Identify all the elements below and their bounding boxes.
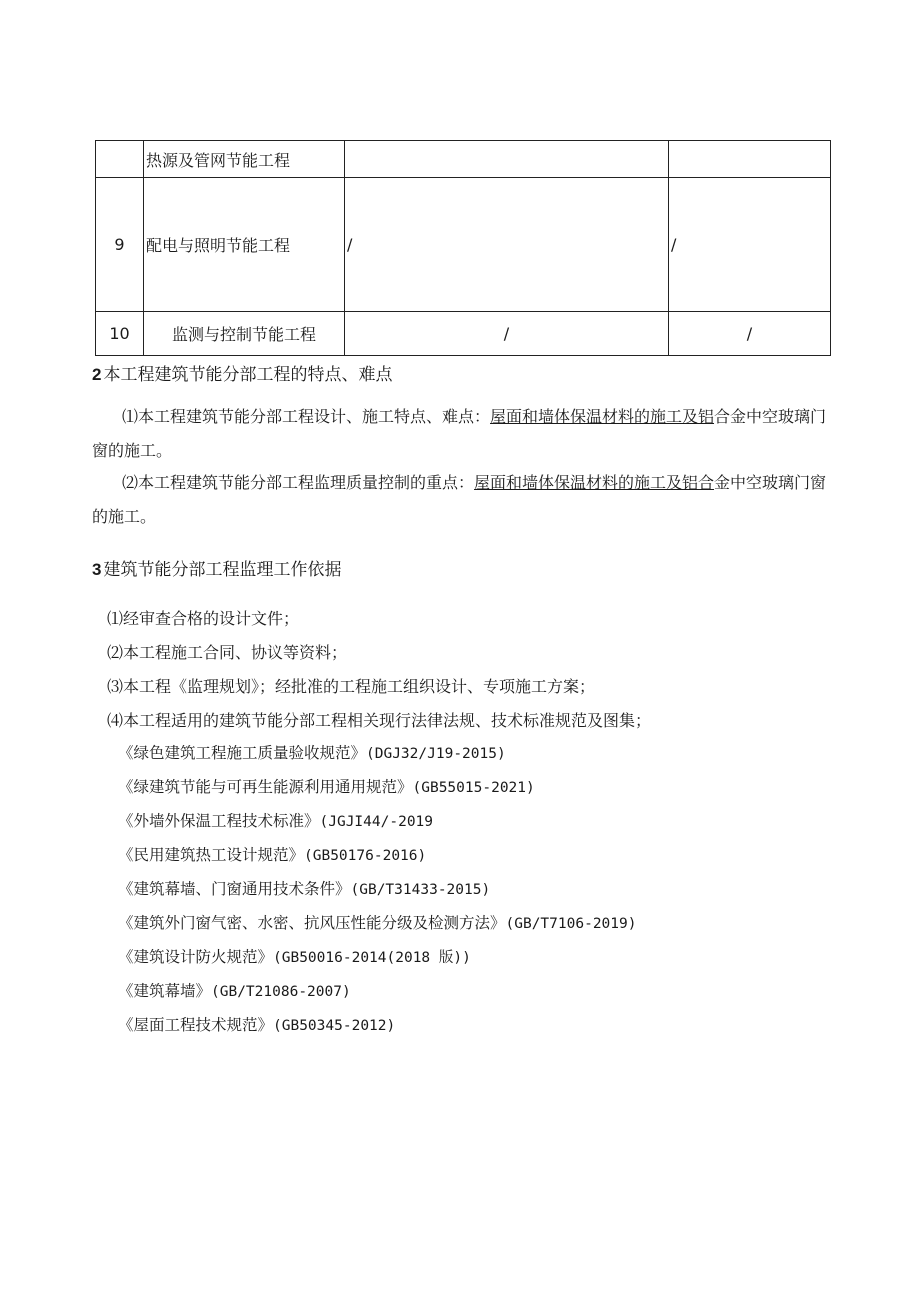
reference-item bbox=[118, 741, 506, 763]
row-col4: / bbox=[669, 312, 831, 356]
reference-title: 《建筑外门窗气密、水密、抗风压性能分级及检测方法》 bbox=[118, 914, 506, 932]
reference-code: (GB50016-2014(2018 版)) bbox=[273, 950, 471, 966]
reference-item bbox=[118, 775, 535, 797]
reference-title: 《屋面工程技术规范》 bbox=[118, 1016, 274, 1034]
section2-number: 2 bbox=[92, 365, 102, 384]
reference-code: (JGJI44/-2019 bbox=[319, 814, 434, 830]
section3-number: 3 bbox=[92, 560, 102, 579]
row-name: 配电与照明节能工程 bbox=[144, 178, 345, 312]
reference-title: 《绿色建筑工程施工质量验收规范》 bbox=[118, 744, 367, 762]
table-row bbox=[96, 178, 831, 312]
reference-title: 《民用建筑热工设计规范》 bbox=[118, 846, 305, 864]
row-col4: / bbox=[669, 178, 831, 312]
section3-title: 建筑节能分部工程监理工作依据 bbox=[103, 560, 342, 580]
reference-item bbox=[118, 843, 426, 865]
reference-title: 《建筑设计防火规范》 bbox=[118, 948, 274, 966]
reference-code: (GB55015-2021) bbox=[412, 780, 535, 796]
p2-rest: 金中空玻璃门窗的施工。 bbox=[92, 473, 827, 526]
section2-heading bbox=[92, 360, 392, 385]
p1-rest: 合金中空玻璃门窗的施工。 bbox=[92, 407, 827, 460]
reference-title: 《建筑幕墙、门窗通用技术条件》 bbox=[118, 880, 351, 898]
table-row bbox=[96, 141, 831, 178]
row-number bbox=[96, 141, 144, 178]
reference-title: 《绿建筑节能与可再生能源利用通用规范》 bbox=[118, 778, 413, 796]
row-number: 10 bbox=[96, 312, 144, 356]
p2-underlined: 屋面和墙体保温材料的施工及铝合 bbox=[474, 473, 715, 492]
reference-code: (GB50345-2012) bbox=[273, 1018, 396, 1034]
reference-item bbox=[118, 911, 636, 933]
reference-item bbox=[118, 979, 351, 1001]
reference-item bbox=[118, 945, 471, 967]
row-name: 热源及管网节能工程 bbox=[144, 141, 345, 178]
section2-paragraph-1 bbox=[92, 400, 837, 468]
reference-title: 《建筑幕墙》 bbox=[118, 982, 212, 1000]
basis-item: ⑷本工程适用的建筑节能分部工程相关现行法律法规、技术标准规范及图集； bbox=[107, 711, 652, 730]
reference-code: (GB/T21086-2007) bbox=[211, 984, 351, 1000]
basis-item: ⑵本工程施工合同、协议等资料； bbox=[107, 643, 348, 662]
reference-item bbox=[118, 877, 490, 899]
reference-code: (GB50176-2016) bbox=[304, 848, 427, 864]
reference-item bbox=[118, 809, 433, 831]
row-col3 bbox=[345, 141, 669, 178]
reference-code: (GB/T31433-2015) bbox=[350, 882, 491, 898]
reference-code: (DGJ32/J19-2015) bbox=[366, 746, 506, 762]
section2-paragraph-2 bbox=[92, 466, 837, 534]
p2-lead: ⑵本工程建筑节能分部工程监理质量控制的重点： bbox=[122, 473, 475, 492]
p1-lead: ⑴本工程建筑节能分部工程设计、施工特点、难点： bbox=[122, 407, 491, 426]
row-col3: / bbox=[345, 312, 669, 356]
row-col4 bbox=[669, 141, 831, 178]
section2-title: 本工程建筑节能分部工程的特点、难点 bbox=[103, 365, 393, 385]
row-name: 监测与控制节能工程 bbox=[144, 312, 345, 356]
p1-underlined: 屋面和墙体保温材料的施工及铝 bbox=[490, 407, 715, 426]
basis-item: ⑴经审查合格的设计文件； bbox=[107, 609, 300, 628]
section3-heading bbox=[92, 555, 341, 580]
row-number: 9 bbox=[96, 178, 144, 312]
table-row bbox=[96, 312, 831, 356]
reference-title: 《外墙外保温工程技术标准》 bbox=[118, 812, 320, 830]
reference-item bbox=[118, 1013, 395, 1035]
basis-item: ⑶本工程《监理规划》；经批准的工程施工组织设计、专项施工方案； bbox=[107, 677, 596, 696]
row-col3: / bbox=[345, 178, 669, 312]
reference-code: (GB/T7106-2019) bbox=[505, 916, 637, 932]
energy-works-table bbox=[95, 140, 831, 356]
